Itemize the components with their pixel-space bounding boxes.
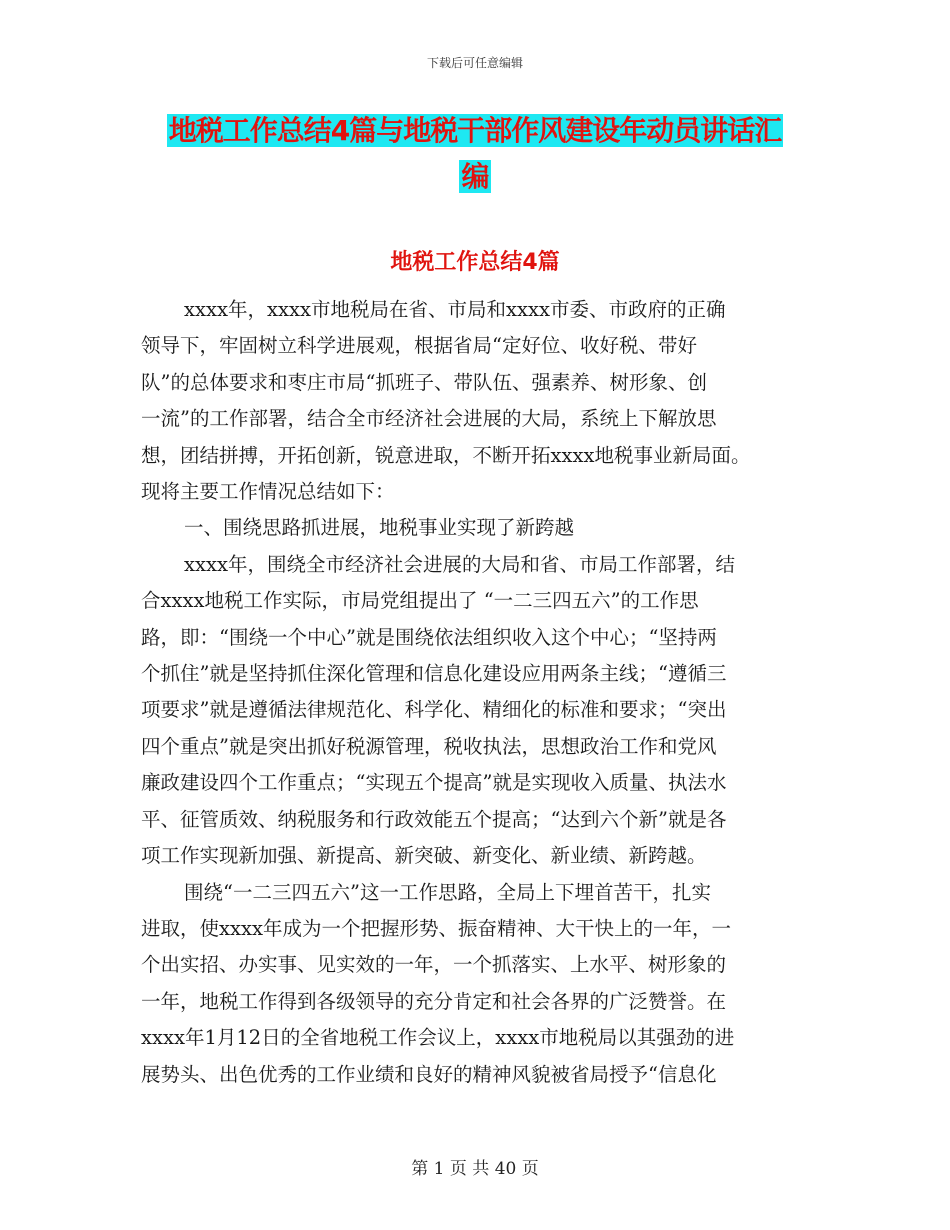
text-line: 廉政建设四个工作重点；“实现五个提高”就是实现收入质量、执法水	[141, 771, 727, 795]
text-line: 合xxxx地税工作实际，市局党组提出了 “一二三四五六”的工作思	[141, 589, 699, 613]
text-line: 领导下，牢固树立科学进展观，根据省局“定好位、收好税、带好	[141, 334, 697, 358]
text-line: 个抓住”就是坚持抓住深化管理和信息化建设应用两条主线；“遵循三	[141, 662, 727, 686]
text-line: 项要求”就是遵循法律规范化、科学化、精细化的标准和要求；“突出	[141, 698, 727, 722]
title-line-2: 编	[461, 160, 489, 193]
text-line: 想，团结拼搏，开拓创新，锐意进取，不断开拓xxxx地税事业新局面。	[141, 443, 751, 467]
title-line-1: 地税工作总结4篇与地税干部作风建设年动员讲话汇	[168, 114, 782, 147]
text-line: 一年，地税工作得到各级领导的充分肯定和社会各界的广泛赞誉。在	[141, 989, 727, 1013]
text-line: 展势头、出色优秀的工作业绩和良好的精神风貌被省局授予“信息化	[141, 1062, 717, 1086]
page-footer: 第 1 页 共 40 页	[411, 1159, 539, 1179]
text-line: 个出实招、办实事、见实效的一年，一个抓落实、上水平、树形象的	[141, 953, 727, 977]
header-note: 下载后可任意编辑	[426, 56, 523, 70]
text-line: 一流”的工作部署，结合全市经济社会进展的大局，系统上下解放思	[141, 407, 717, 431]
text-line: 队”的总体要求和枣庄市局“抓班子、带队伍、强素养、树形象、创	[141, 370, 707, 394]
section-title: 地税工作总结4篇	[390, 250, 560, 275]
text-line: xxxx年，xxxx市地税局在省、市局和xxxx市委、市政府的正确	[184, 298, 726, 321]
text-line: xxxx年，围绕全市经济社会进展的大局和省、市局工作部署，结	[184, 552, 735, 576]
text-line: 围绕“一二三四五六”这一工作思路，全局上下埋首苦干，扎实	[184, 880, 711, 904]
text-line: 四个重点”就是突出抓好税源管理，税收执法，思想政治工作和党风	[141, 734, 717, 758]
text-line: 进取，使xxxx年成为一个把握形势、振奋精神、大干快上的一年，一	[141, 916, 731, 940]
text-line: xxxx年1月12日的全省地税工作会议上，xxxx市地税局以其强劲的进	[141, 1026, 735, 1050]
text-line: 平、征管质效、纳税服务和行政效能五个提高；“达到六个新”就是各	[141, 807, 727, 831]
document-title	[0, 108, 950, 200]
text-line: 现将主要工作情况总结如下：	[141, 480, 395, 504]
body-text	[141, 292, 814, 1093]
text-line: 路，即：“围绕一个中心”就是围绕依法组织收入这个中心；“坚持两	[141, 625, 717, 649]
subheading-line: 一、围绕思路抓进展，地税事业实现了新跨越	[184, 516, 575, 540]
text-line: 项工作实现新加强、新提高、新突破、新变化、新业绩、新跨越。	[141, 844, 707, 868]
